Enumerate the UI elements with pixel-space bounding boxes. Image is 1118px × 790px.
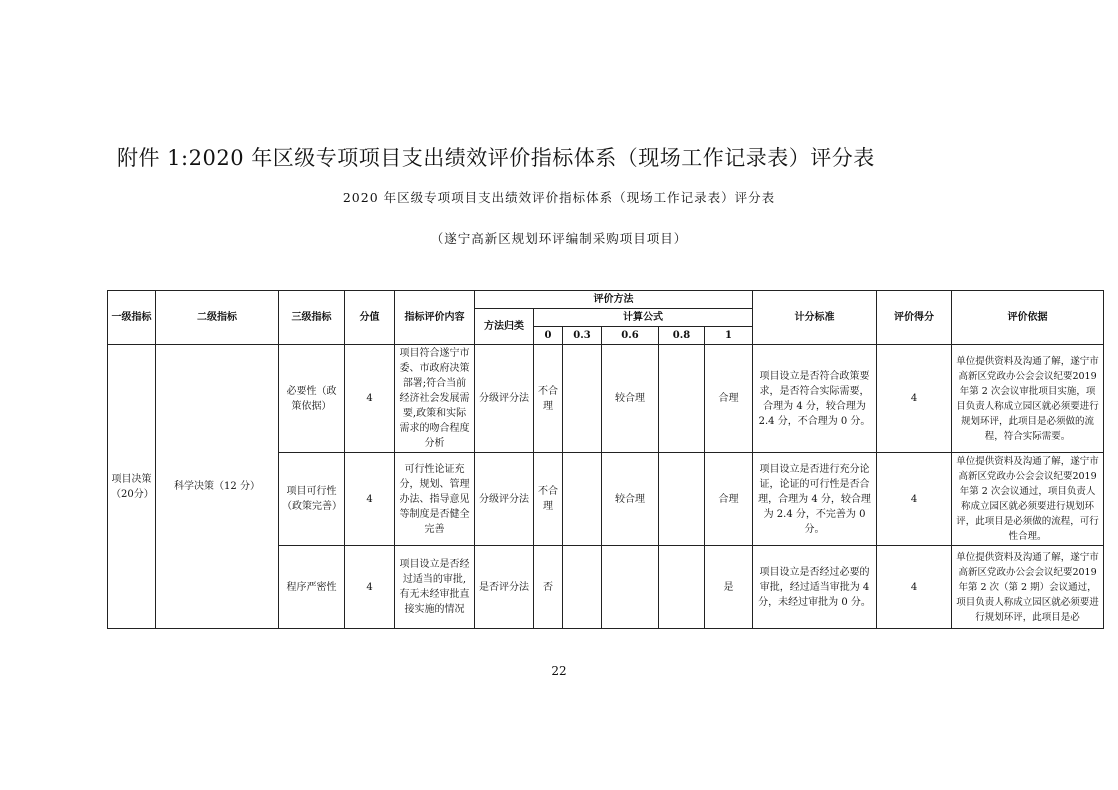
- formula-06-cell: 较合理: [602, 453, 659, 546]
- formula-1-cell: 合理: [705, 345, 753, 453]
- basis-cell: 单位提供资料及沟通了解，遂宁市高新区党政办公会会议纪要2019 年第 2 次会议审批项目实施，项目负责人称成立园区就必须要进行规划环评，此项目是必须做的流程，符合实际需要。: [952, 345, 1104, 453]
- formula-1-cell: 是: [705, 546, 753, 629]
- header-level2: 二级指标: [156, 291, 279, 345]
- formula-0-cell: 不合理: [534, 345, 563, 453]
- score-cell: 4: [877, 546, 952, 629]
- standard-cell: 项目设立是否经过必要的审批，经过适当审批为 4 分，未经过审批为 0 分。: [753, 546, 877, 629]
- value-cell: 4: [345, 546, 395, 629]
- basis-cell: 单位提供资料及沟通了解，遂宁市高新区党政办公会会议纪要2019 年第 2 次（第 2 期）会议通过，项目负责人称成立园区就必须要进行规划环评，此项目是必: [952, 546, 1104, 629]
- header-formula-0: 0: [534, 327, 563, 345]
- formula-08-cell: [659, 345, 705, 453]
- formula-03-cell: [563, 546, 602, 629]
- formula-03-cell: [563, 345, 602, 453]
- header-formula-03: 0.3: [563, 327, 602, 345]
- header-formula-06: 0.6: [602, 327, 659, 345]
- content-cell: 项目设立是否经过适当的审批,有无未经审批直接实施的情况: [395, 546, 475, 629]
- project-name: （遂宁高新区规划环评编制采购项目项目）: [430, 231, 688, 246]
- score-cell: 4: [877, 345, 952, 453]
- header-level1: 一级指标: [108, 291, 156, 345]
- header-formula-08: 0.8: [659, 327, 705, 345]
- formula-08-cell: [659, 546, 705, 629]
- formula-0-cell: 否: [534, 546, 563, 629]
- table-title: 2020 年区级专项项目支出绩效评价指标体系（现场工作记录表）评分表: [342, 190, 776, 205]
- value-cell: 4: [345, 345, 395, 453]
- formula-1-cell: 合理: [705, 453, 753, 546]
- header-standard: 计分标准: [753, 291, 877, 345]
- formula-06-cell: [602, 546, 659, 629]
- standard-cell: 项目设立是否进行充分论证，论证的可行性是否合理，合理为 4 分，较合理为 2.4 分，不完善为 0 分。: [753, 453, 877, 546]
- header-formula: 计算公式: [534, 309, 753, 327]
- standard-cell: 项目设立是否符合政策要求，是否符合实际需要，合理为 4 分，较合理为 2.4 分，不合理为 0 分。: [753, 345, 877, 453]
- evaluation-score-table: [107, 290, 1104, 629]
- header-content: 指标评价内容: [395, 291, 475, 345]
- header-score-value: 分值: [345, 291, 395, 345]
- header-row: [108, 291, 1104, 309]
- indicator-cell: 必要性（政策依据）: [279, 345, 345, 453]
- value-cell: 4: [345, 453, 395, 546]
- method-cell: 分级评分法: [475, 453, 534, 546]
- document-main-title: 附件 1:2020 年区级专项项目支出绩效评价指标体系（现场工作记录表）评分表: [117, 146, 875, 170]
- page-number: 22: [551, 664, 567, 678]
- header-formula-1: 1: [705, 327, 753, 345]
- indicator-cell: 项目可行性（政策完善）: [279, 453, 345, 546]
- header-score: 评价得分: [877, 291, 952, 345]
- header-method-type: 方法归类: [475, 309, 534, 345]
- method-cell: 是否评分法: [475, 546, 534, 629]
- header-basis: 评价依据: [952, 291, 1104, 345]
- header-level3: 三级指标: [279, 291, 345, 345]
- content-cell: 可行性论证充分，规划、管理办法、指导意见等制度是否健全完善: [395, 453, 475, 546]
- formula-03-cell: [563, 453, 602, 546]
- content-cell: 项目符合遂宁市委、市政府决策部署;符合当前经济社会发展需要,政策和实际需求的吻合程度分析: [395, 345, 475, 453]
- level2-cell: 科学决策（12 分）: [156, 345, 279, 629]
- formula-08-cell: [659, 453, 705, 546]
- header-method: 评价方法: [475, 291, 753, 309]
- formula-06-cell: 较合理: [602, 345, 659, 453]
- basis-cell: 单位提供资料及沟通了解，遂宁市高新区党政办公会会议纪要2019 年第 2 次会议通过，项目负责人称成立园区就必须要进行规划环评，此项目是必须做的流程，可行性合理。: [952, 453, 1104, 546]
- method-cell: 分级评分法: [475, 345, 534, 453]
- score-cell: 4: [877, 453, 952, 546]
- level1-cell: 项目决策（20分）: [108, 345, 156, 629]
- formula-0-cell: 不合理: [534, 453, 563, 546]
- table-row: [108, 345, 1104, 453]
- indicator-cell: 程序严密性: [279, 546, 345, 629]
